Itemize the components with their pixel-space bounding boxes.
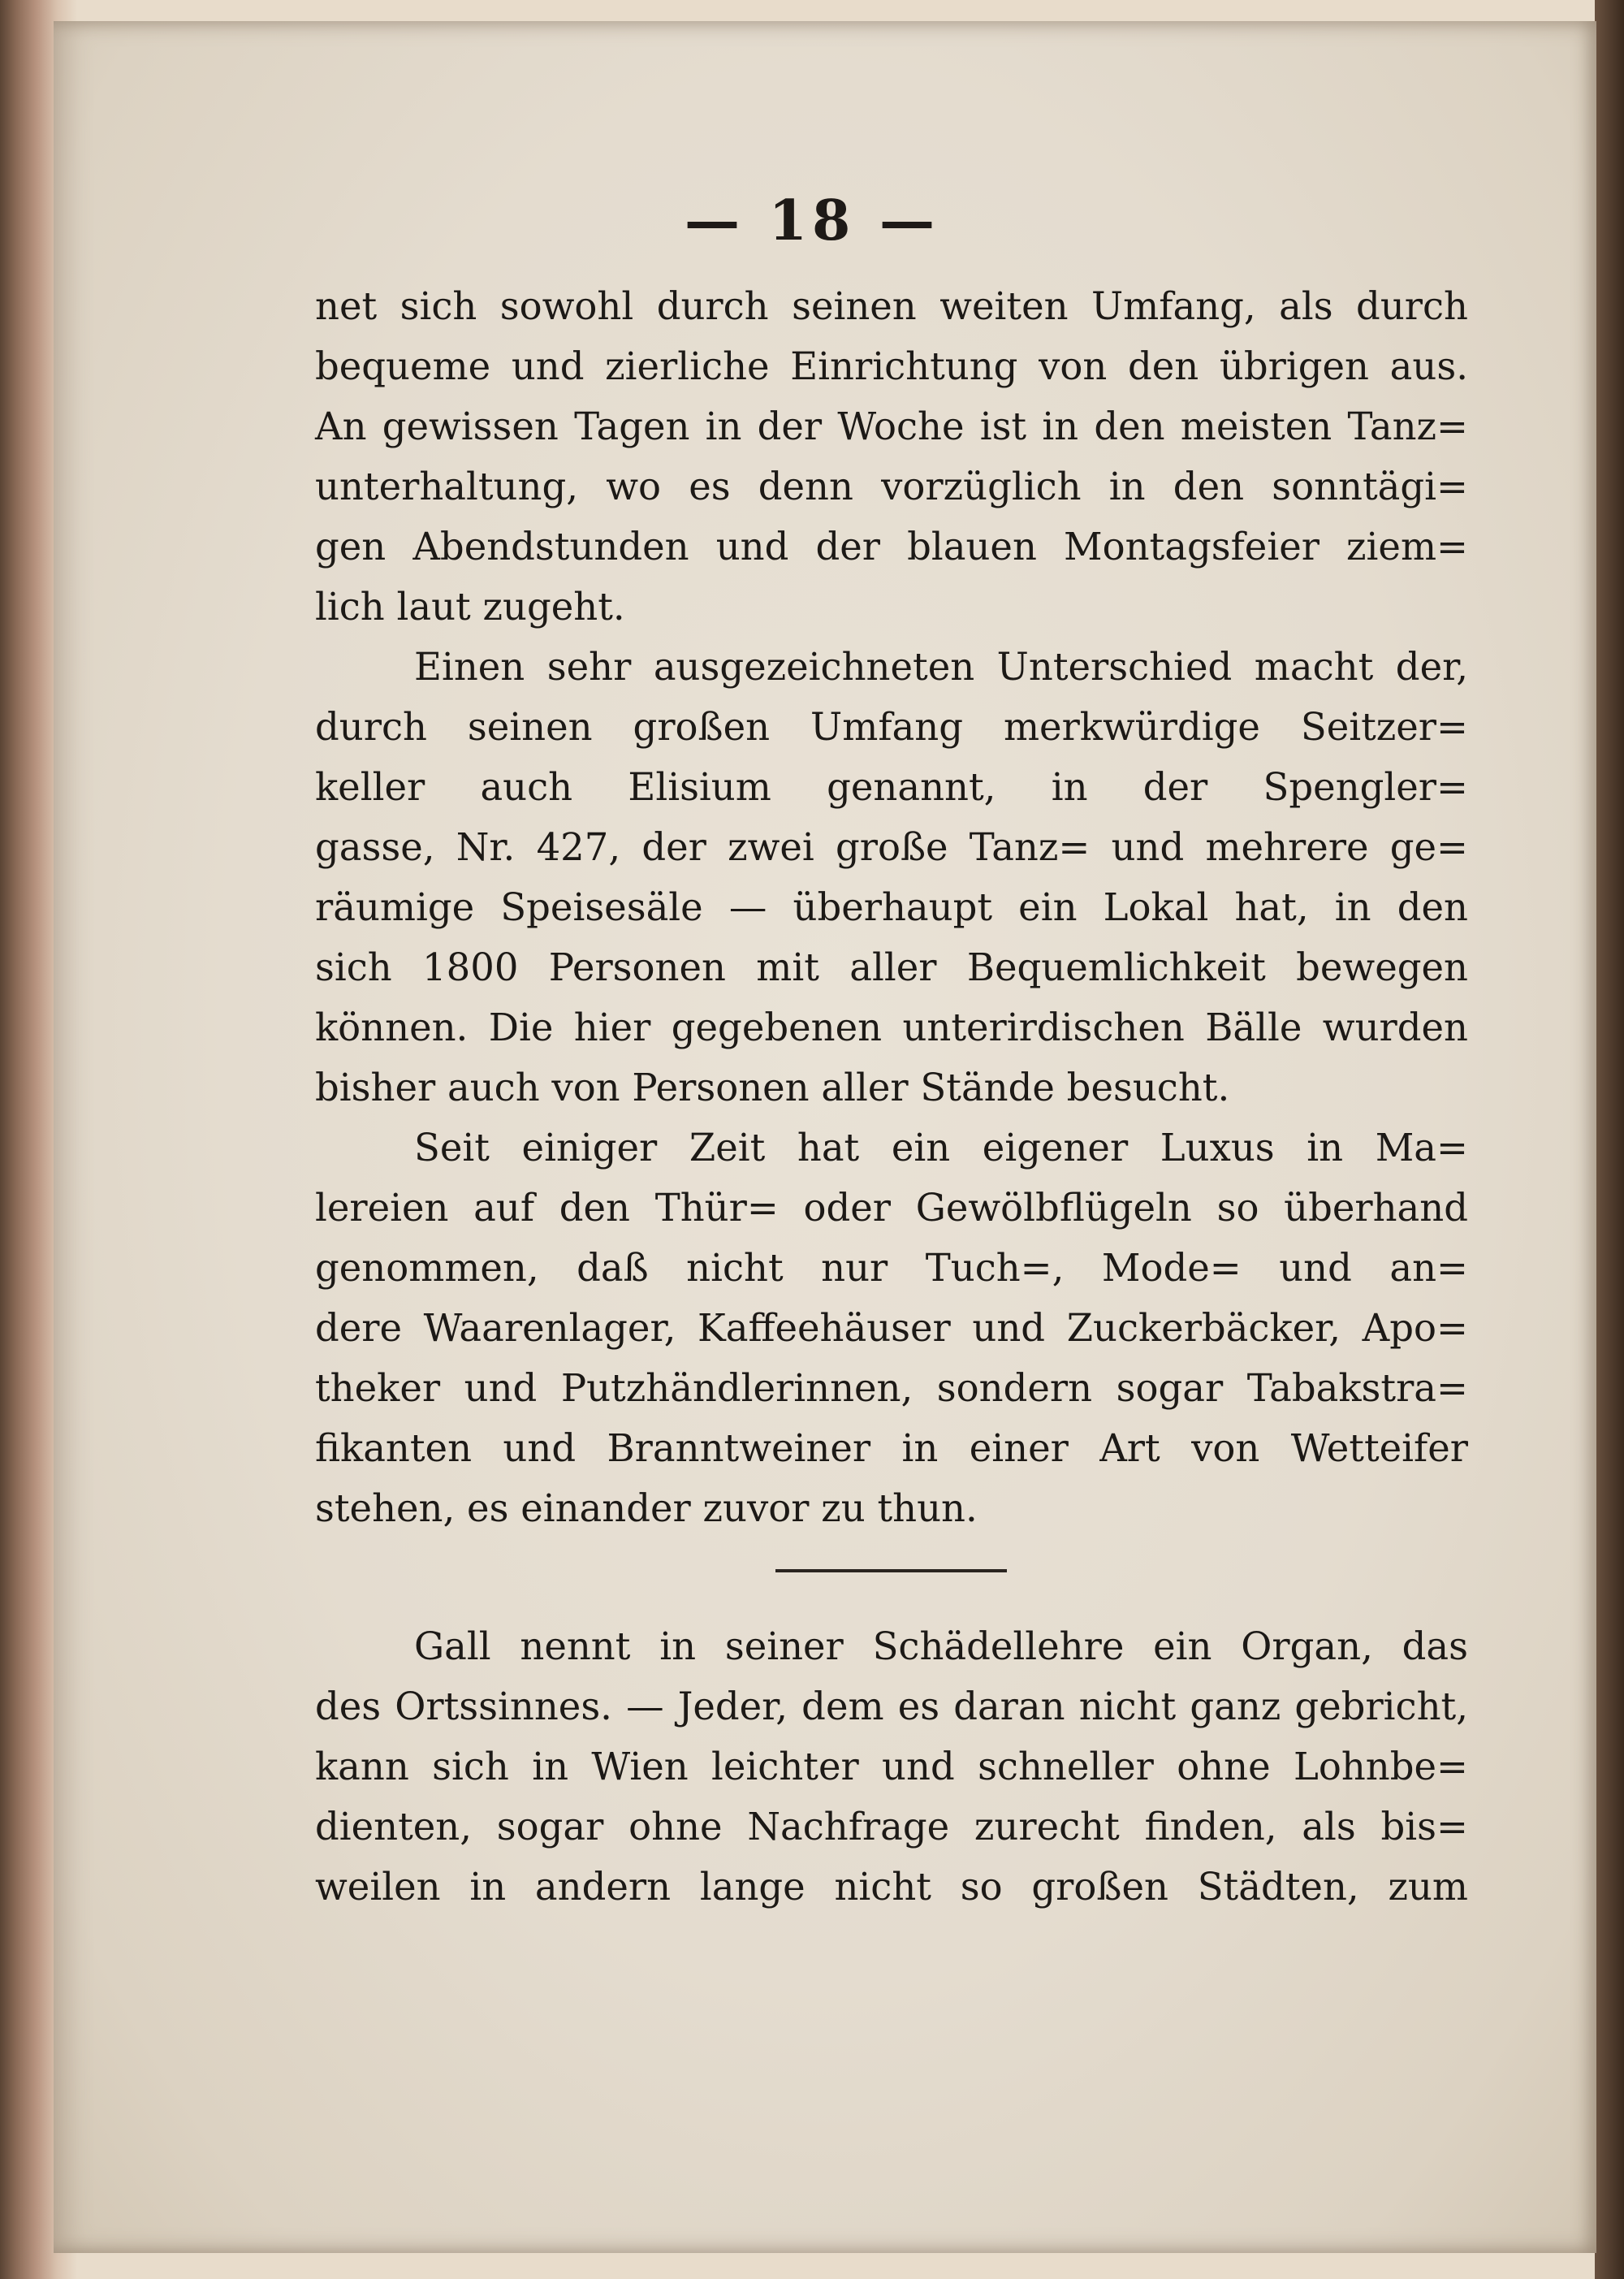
text-line: weilen in andern lange nicht so großen Städten, zum <box>315 1865 1468 1909</box>
text-line: sich 1800 Personen mit aller Bequemlichkeit bewegen <box>315 945 1468 989</box>
section-divider <box>775 1569 1007 1572</box>
text-line: gen Abendstunden und der blauen Montagsfeier ziem= <box>315 525 1468 569</box>
text-line: unterhaltung, wo es denn vorzüglich in den sonntägi= <box>315 465 1468 508</box>
text-line: gasse, Nr. 427, der zwei große Tanz= und mehrere ge= <box>315 825 1468 869</box>
text-line: lich laut zugeht. <box>315 585 625 629</box>
text-line: stehen, es einander zuvor zu thun. <box>315 1486 978 1530</box>
page-number: — 18 — <box>685 188 939 253</box>
text-line: räumige Speisesäle — überhaupt ein Lokal hat, in den <box>315 885 1468 929</box>
text-line: Gall nennt in seiner Schädellehre ein Organ, das <box>414 1624 1468 1668</box>
text-line: fikanten und Branntweiner in einer Art von Wetteifer <box>315 1426 1468 1470</box>
text-line: bisher auch von Personen aller Stände besucht. <box>315 1066 1230 1109</box>
text-line: dere Waarenlager, Kaffeehäuser und Zuckerbäcker, Apo= <box>315 1306 1468 1350</box>
text-line: keller auch Elisium genannt, in der Spengler= <box>315 765 1468 809</box>
text-line: Seit einiger Zeit hat ein eigener Luxus in Ma= <box>414 1126 1468 1170</box>
text-body-continued <box>315 1616 1468 1917</box>
book-cover-edge <box>1595 0 1624 2279</box>
text-line: Einen sehr ausgezeichneten Unterschied macht der, <box>414 645 1468 689</box>
text-line: An gewissen Tagen in der Woche ist in den meisten Tanz= <box>315 404 1468 448</box>
text-line: dienten, sogar ohne Nachfrage zurecht finden, als bis= <box>315 1805 1468 1849</box>
text-line: net sich sowohl durch seinen weiten Umfang, als durch <box>315 284 1468 328</box>
text-line: lereien auf den Thür= oder Gewölbflügeln so überhand <box>315 1186 1468 1230</box>
text-line: genommen, daß nicht nur Tuch=, Mode= und an= <box>315 1246 1468 1290</box>
text-line: kann sich in Wien leichter und schneller ohne Lohnbe= <box>315 1745 1468 1788</box>
text-line: können. Die hier gegebenen unterirdischen Bälle wurden <box>315 1005 1468 1049</box>
text-line: bequeme und zierliche Einrichtung von den übrigen aus. <box>315 344 1468 388</box>
text-body <box>315 276 1468 1538</box>
text-line: theker und Putzhändlerinnen, sondern sogar Tabakstra= <box>315 1366 1468 1410</box>
text-line: durch seinen großen Umfang merkwürdige Seitzer= <box>315 705 1468 749</box>
text-line: des Ortssinnes. — Jeder, dem es daran nicht ganz gebricht, <box>315 1684 1468 1728</box>
